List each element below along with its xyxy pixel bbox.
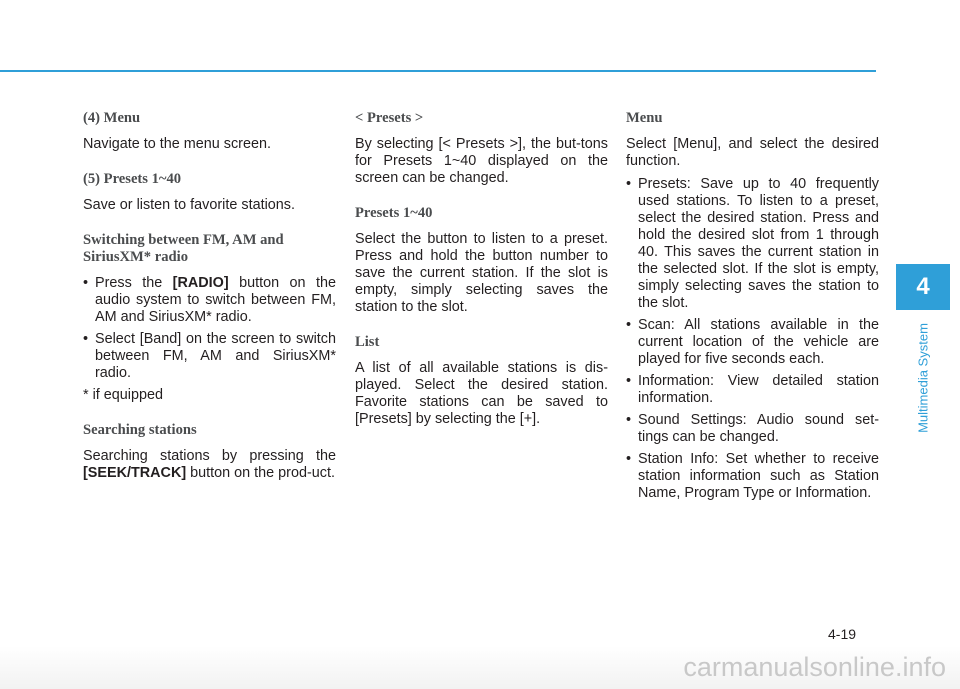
radio-key-label: [RADIO] (172, 275, 229, 291)
footnote: * if equipped (83, 387, 164, 403)
menu-section-text: Select [Menu], and select the desired function. (626, 136, 879, 169)
list-text: A list of all available stations is dis-played. Select the desired station. Favorite stations can be saved to [Presets] by selecting the [+]. (355, 360, 608, 427)
menu-function-bullets (626, 176, 879, 502)
bullet-text-pre: Press the (95, 275, 173, 291)
list-heading: List (355, 334, 380, 350)
searching-text-post: button on the prod-uct. (186, 465, 335, 481)
searching-text-pre: Searching stations by pressing the (83, 448, 336, 464)
page-number: 4-19 (828, 626, 857, 642)
list-item: • Station Info: Set whether to receive station information such as Station Name, Program Type or Information. (626, 451, 879, 502)
column-middle (355, 110, 608, 446)
searching-text (83, 448, 336, 482)
presets-nav-text: By selecting [< Presets >], the but-tons for Presets 1~40 displayed on the screen can be changed. (355, 136, 608, 186)
presets-nav-heading: < Presets > (355, 110, 424, 126)
watermark: carmanualsonline.info (0, 646, 960, 689)
column-right (626, 110, 879, 507)
list-item (83, 275, 336, 326)
switching-bullets (83, 275, 336, 382)
bullet-text-post: button on the audio system to switch between FM, AM and SiriusXM* radio. (95, 275, 336, 325)
list-item: • Scan: All stations available in the current location of the vehicle are played for five seconds each. (626, 317, 879, 368)
chapter-tab-number: 4 (896, 264, 950, 310)
seek-track-key-label: [SEEK/TRACK] (83, 465, 187, 481)
top-rule (0, 70, 876, 72)
presets-heading: (5) Presets 1~40 (83, 171, 182, 187)
menu-heading: (4) Menu (83, 110, 141, 126)
presets-140-text: Select the button to listen to a preset. Press and hold the button number to save the current station. If the slot is empty, simply selecting saves the station to the slot. (355, 231, 608, 315)
presets-text: Save or listen to favorite stations. (83, 197, 295, 213)
column-left (83, 110, 336, 500)
presets-140-heading: Presets 1~40 (355, 205, 433, 221)
searching-heading: Searching stations (83, 422, 197, 438)
menu-text: Navigate to the menu screen. (83, 136, 271, 152)
list-item: • Presets: Save up to 40 frequently used stations. To listen to a preset, select the desired station. Press and hold the desired slot from 1 through 40. This saves the current station in the selected slot. If the slot is empty, simply selecting saves the station to the slot. (626, 176, 879, 312)
list-item: • Sound Settings: Audio sound set-tings can be changed. (626, 412, 879, 446)
chapter-tab-label: Multimedia System (915, 323, 931, 433)
menu-section-heading: Menu (626, 110, 663, 126)
list-item: • Select [Band] on the screen to switch between FM, AM and SiriusXM* radio. (83, 331, 336, 382)
list-item: • Information: View detailed station information. (626, 373, 879, 407)
switching-heading: Switching between FM, AM and SiriusXM* radio (83, 232, 284, 265)
